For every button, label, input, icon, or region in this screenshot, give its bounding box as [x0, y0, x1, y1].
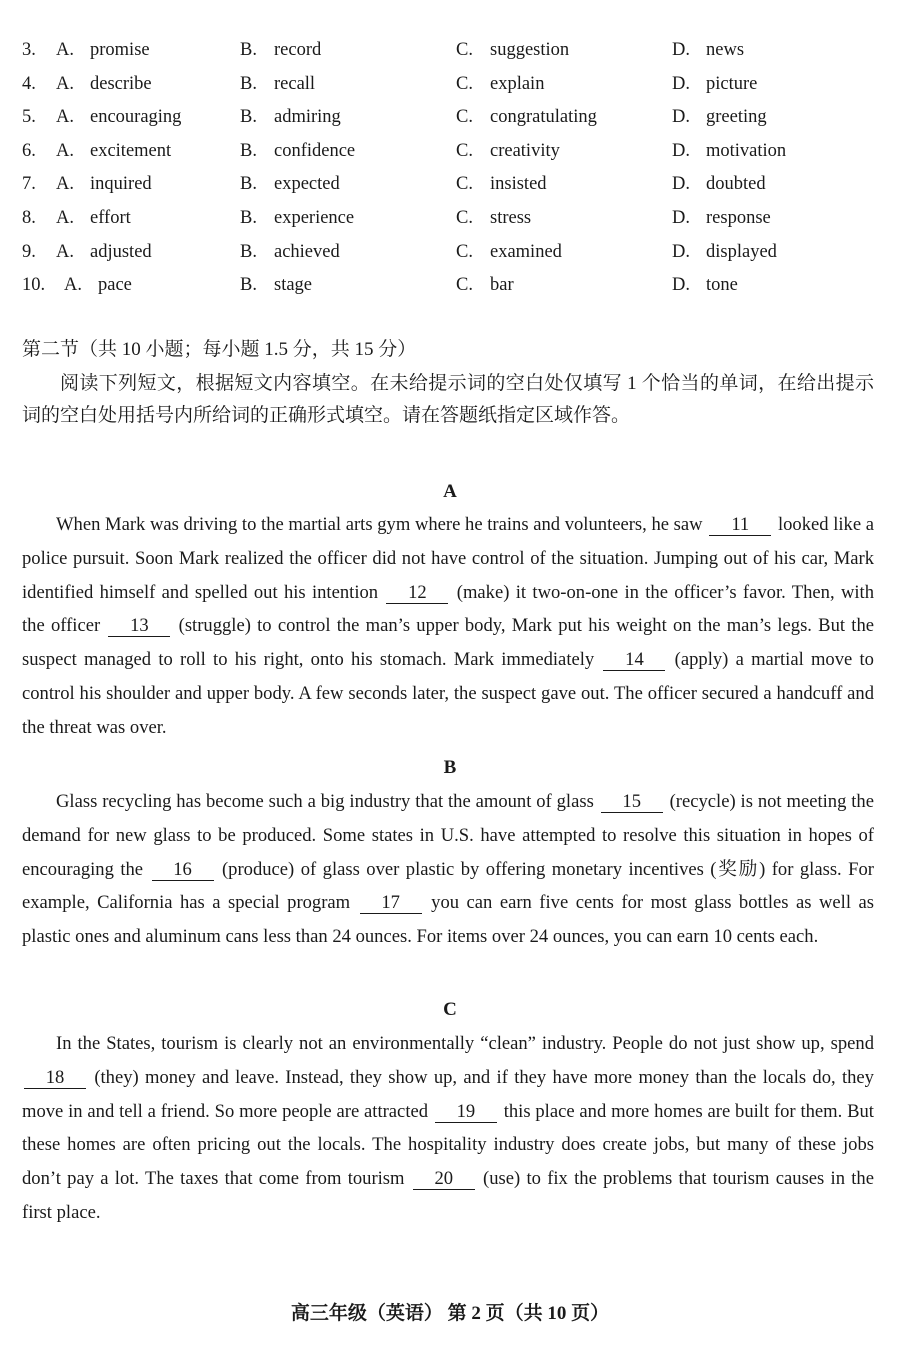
question-number: 10. [22, 275, 46, 296]
option-d: D. greeting [672, 107, 767, 128]
option-b: B. record [240, 40, 322, 60]
question-number: 3. [22, 40, 36, 60]
option-d: D. news [672, 40, 745, 60]
section-instructions: 阅读下列短文，根据短文内容填空。在未给提示词的空白处仅填写 1 个恰当的单词，在给出提示词的空白处用括号内所给词的正确形式填空。请在答题纸指定区域作答。 [22, 373, 874, 426]
option-row-10 [0, 269, 900, 303]
passage-b-title: B [443, 757, 457, 778]
blank-17[interactable]: 17 [360, 893, 422, 914]
option-c: C. suggestion [456, 40, 570, 60]
option-c: C. stress [456, 207, 532, 228]
question-number: 5. [22, 107, 36, 128]
option-b: B. admiring [240, 107, 341, 128]
blank-13[interactable]: 13 [108, 616, 170, 637]
option-a: A. effort [56, 207, 131, 228]
passage-c: In the States, tourism is clearly not an environmentally “clean” industry. People do not just show up, spend 18 (they) money and leave. Instead, they show up, and if they have more money than the locals do, they move in and tell a friend. So more people are attracted 19 this place and more homes are built for them. But these homes are often pricing out the locals. The hospitality industry does create jobs, but many of these jobs don’t pay a lot. The taxes that come from tourism 20 (use) to fix the problems that tourism causes in the first place. [22, 1033, 874, 1223]
option-b: B. expected [240, 174, 340, 195]
question-number: 9. [22, 241, 36, 262]
option-list [0, 34, 900, 303]
blank-15[interactable]: 15 [601, 792, 663, 813]
option-row-5 [0, 101, 900, 135]
blank-12[interactable]: 12 [386, 583, 448, 604]
option-row-8 [0, 202, 900, 236]
option-b: B. achieved [240, 241, 340, 262]
option-c: C. explain [456, 73, 545, 94]
blank-18[interactable]: 18 [24, 1068, 86, 1089]
option-d: D. tone [672, 275, 738, 296]
option-row-4 [0, 68, 900, 102]
option-b: B. confidence [240, 140, 356, 161]
passage-a-title: A [443, 481, 457, 502]
question-number: 7. [22, 174, 36, 195]
option-c: C. insisted [456, 174, 547, 195]
option-b: B. experience [240, 207, 355, 228]
option-d: D. doubted [672, 174, 766, 195]
option-a: A. inquired [56, 174, 152, 195]
option-d: D. displayed [672, 241, 777, 262]
section-heading: 第二节（共 10 小题；每小题 1.5 分，共 15 分） [22, 339, 417, 360]
question-number: 8. [22, 207, 36, 228]
blank-16[interactable]: 16 [152, 860, 214, 881]
option-row-3 [0, 34, 900, 68]
option-a: A. excitement [56, 140, 172, 161]
option-a: A. pace [64, 275, 132, 296]
passage-a: When Mark was driving to the martial arts gym where he trains and volunteers, he saw 11 looked like a police pursuit. Soon Mark realized the officer did not have control of the situation. Jumping out of his car, Mark identified himself and spelled out his intention 12 (make) it two-on-one in the officer’s favor. Then, with the officer 13 (struggle) to control the man’s upper body, Mark put his weight on the man’s legs. But the suspect managed to roll to his right, onto his stomach. Mark immediately 14 (apply) a martial move to control his shoulder and upper body. A few seconds later, the suspect gave out. The officer secured a handcuff and the threat was over. [22, 514, 875, 738]
option-c: C. congratulating [456, 107, 597, 128]
option-a: A. describe [56, 73, 152, 94]
option-d: D. picture [672, 73, 758, 94]
blank-20[interactable]: 20 [413, 1169, 475, 1190]
passage-b: Glass recycling has become such a big industry that the amount of glass 15 (recycle) is not meeting the demand for new glass to be produced. Some states in U.S. have attempted to resolve this situation in hopes of encouraging the 16 (produce) of glass over plastic by offering monetary incentives (奖励) for glass. For example, California has a special program 17 you can earn five cents for most glass bottles as well as plastic ones and aluminum cans less than 24 ounces. For items over 24 ounces, you can earn 10 cents each. [22, 791, 874, 948]
blank-19[interactable]: 19 [435, 1102, 497, 1123]
option-b: B. stage [240, 275, 313, 296]
option-c: C. bar [456, 275, 514, 296]
option-a: A. adjusted [56, 241, 152, 262]
option-d: D. motivation [672, 140, 787, 161]
option-d: D. response [672, 207, 771, 228]
option-b: B. recall [240, 73, 316, 94]
question-number: 6. [22, 140, 36, 161]
option-row-9 [0, 236, 900, 270]
option-a: A. encouraging [56, 107, 182, 128]
option-a: A. promise [56, 40, 150, 60]
option-row-7 [0, 168, 900, 202]
option-row-6 [0, 135, 900, 169]
option-c: C. examined [456, 241, 562, 262]
option-c: C. creativity [456, 140, 560, 161]
blank-14[interactable]: 14 [603, 650, 665, 671]
question-number: 4. [22, 73, 36, 94]
page-footer: 高三年级（英语） 第 2 页（共 10 页） [290, 1303, 610, 1324]
passage-c-title: C [443, 999, 457, 1020]
blank-11[interactable]: 11 [709, 515, 771, 536]
